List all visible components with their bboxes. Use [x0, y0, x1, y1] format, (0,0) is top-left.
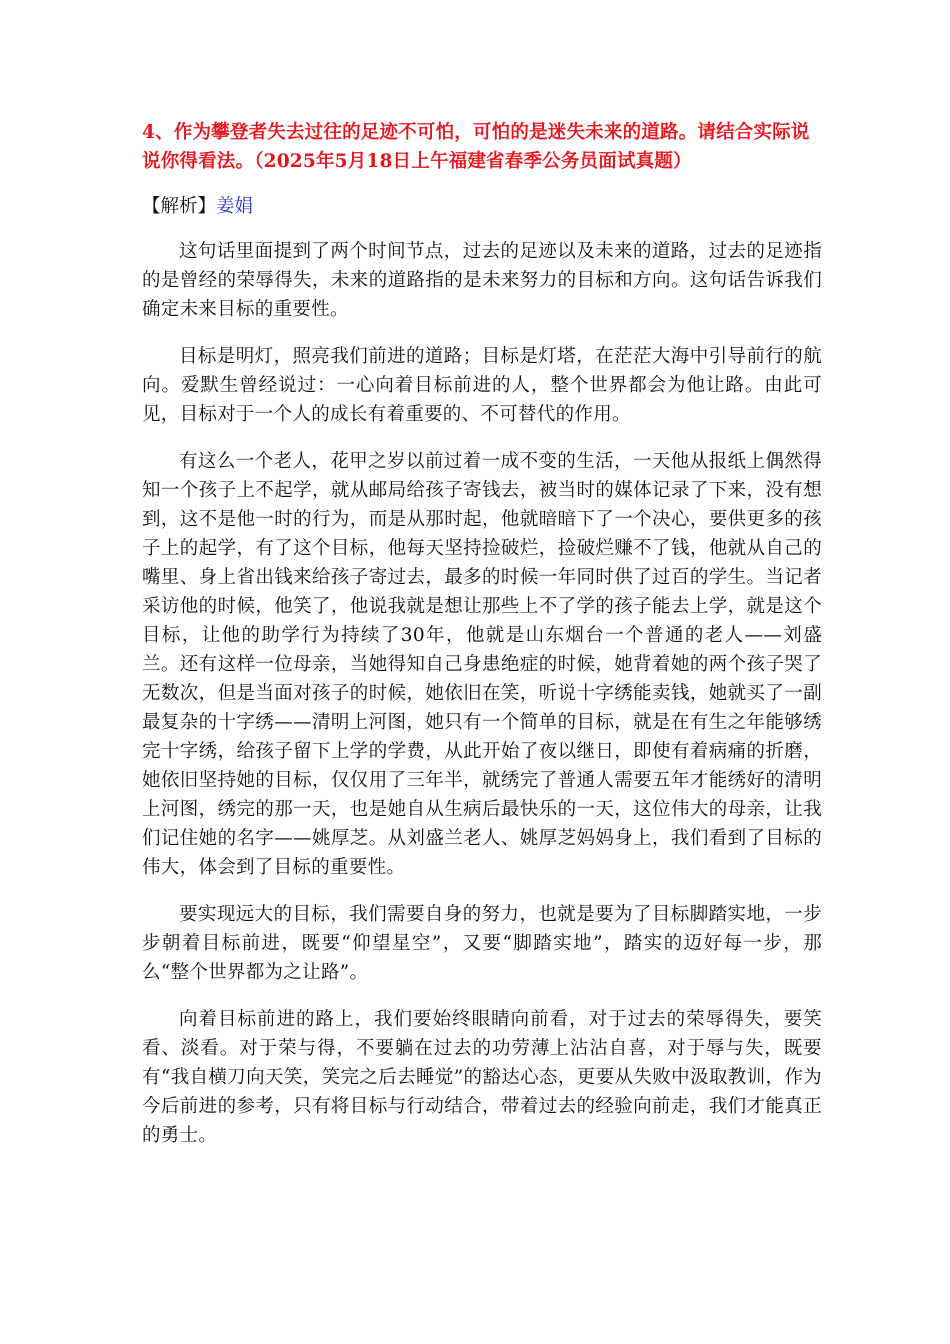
paragraph-2: 目标是明灯，照亮我们前进的道路；目标是灯塔，在茫茫大海中引导前行的航向。爱默生曾经说过：一心向着目标前进的人，整个世界都会为他让路。由此可见，目标对于一个人的成长有着重要的、不可替代的作用。	[142, 346, 822, 425]
analysis-header	[142, 192, 253, 221]
question-title: 4、作为攀登者失去过往的足迹不可怕，可怕的是迷失未来的道路。请结合实际说说你得看法。（2025年5月18日上午福建省春季公务员面试真题）	[142, 122, 810, 172]
answer-body	[142, 237, 822, 1168]
analysis-label: 【解析】	[142, 196, 217, 217]
paragraph-4: 要实现远大的目标，我们需要自身的努力，也就是要为了目标脚踏实地，一步步朝着目标前进，既要“仰望星空”，又要“脚踏实地”，踏实的迈好每一步，那么“整个世界都为之让路”。	[142, 904, 822, 983]
analysis-author: 姜娟	[216, 196, 254, 217]
paragraph-3: 有这么一个老人，花甲之岁以前过着一成不变的生活，一天他从报纸上偶然得知一个孩子上不起学，就从邮局给孩子寄钱去，被当时的媒体记录了下来，没有想到，这不是他一时的行为，而是从那时起，他就暗暗下了一个决心，要供更多的孩子上的起学，有了这个目标，他每天坚持捡破烂，捡破烂赚不了钱，他就从自己的嘴里、身上省出钱来给孩子寄过去，最多的时候一年同时供了过百的学生。当记者采访他的时候，他笑了，他说我就是想让那些上不了学的孩子能去上学，就是这个目标，让他的助学行为持续了30年，他就是山东烟台一个普通的老人——刘盛兰。还有这样一位母亲，当她得知自己身患绝症的时候，她背着她的两个孩子哭了无数次，但是当面对孩子的时候，她依旧在笑，听说十字绣能卖钱，她就买了一副最复杂的十字绣——清明上河图，她只有一个简单的目标，就是在有生之年能够绣完十字绣，给孩子留下上学的学费，从此开始了夜以继日，即使有着病痛的折磨，她依旧坚持她的目标，仅仅用了三年半，就绣完了普通人需要五年才能绣好的清明上河图，绣完的那一天，也是她自从生病后最快乐的一天，这位伟大的母亲，让我们记住她的名字——姚厚芝。从刘盛兰老人、姚厚芝妈妈身上，我们看到了目标的伟大，体会到了目标的重要性。	[142, 451, 822, 878]
paragraph-1: 这句话里面提到了两个时间节点，过去的足迹以及未来的道路，过去的足迹指的是曾经的荣辱得失，未来的道路指的是未来努力的目标和方向。这句话告诉我们确定未来目标的重要性。	[142, 241, 822, 320]
paragraph-5: 向着目标前进的路上，我们要始终眼睛向前看，对于过去的荣辱得失，要笑看、淡看。对于荣与得，不要躺在过去的功劳薄上沾沾自喜，对于辱与失，既要有“我自横刀向天笑，笑完之后去睡觉”的豁达心态，更要从失败中汲取教训，作为今后前进的参考，只有将目标与行动结合，带着过去的经验向前走，我们才能真正的勇士。	[142, 1009, 822, 1146]
